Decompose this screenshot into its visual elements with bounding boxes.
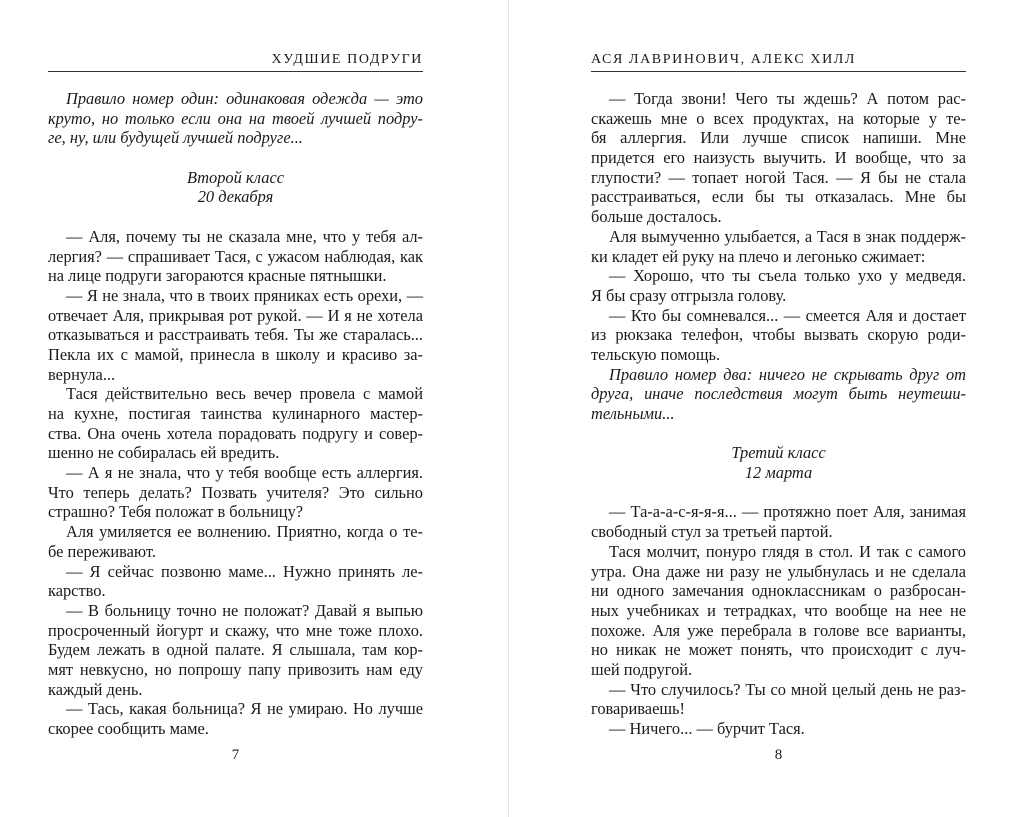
text-line: Я бы сразу отгрызла голову. [591,285,787,305]
text-line: похоже. Аля уже перебрала в голове все варианты, [591,620,966,640]
text-line: шей подругой. [591,659,693,679]
text-line: говариваешь! [591,699,685,719]
text-line: — Я сейчас позвоню маме... Нужно принять ле- [66,561,423,581]
text-line: ки кладет ей руку на плечо и легонько сжимает: [591,246,926,266]
text-line: — Кто бы сомневался... — смеется Аля и достает [609,305,966,325]
text-line: — Я не знала, что в твоих пряниках есть орехи, — [66,285,423,305]
text-line: тельскую помощь. [591,344,721,364]
text-line: из рюкзака телефон, чтобы вызвать скорую роди- [591,325,966,345]
text-line: — Аля, почему ты не сказала мне, что у тебя ал- [66,226,423,246]
text-line: скажешь мне о всех продуктах, на которые у те- [591,108,966,128]
text-line: отказываться и расстраивать тебя. Ты же старалась... [48,325,423,345]
text-line: карство. [48,581,106,601]
book-gutter [508,0,509,817]
running-head-left: ХУДШИЕ ПОДРУГИ [48,52,423,72]
text-line: глупости? — топает ногой Тася. — Я бы не стала [591,167,966,187]
text-line: — А я не знала, что у тебя вообще есть аллергия. [66,463,423,483]
text-line: каждый день. [48,679,143,699]
text-line: — Тась, какая больница? Я не умираю. Но лучше [66,699,423,719]
right-page-text [591,89,966,739]
page-number-left: 7 [231,747,240,763]
text-line: Тася молчит, понуро глядя в стол. И так с самого [609,541,966,561]
text-line: больше досталось. [591,207,722,227]
text-line: придется его наизусть выучить. И вообще, что за [591,148,966,168]
running-head-right: АСЯ ЛАВРИНОВИЧ, АЛЕКС ХИЛЛ [591,52,966,72]
text-line: ни одного замечания одноклассникам о разбросан- [591,581,966,601]
blank-line [48,207,423,227]
text-line: — Ничего... — бурчит Тася. [609,719,805,738]
text-line: страшно? Тебя положат в больницу? [48,502,304,522]
text-line: Тася действительно весь вечер провела с мамой [66,384,423,404]
text-line: Второй класс [186,167,285,187]
text-line: Будем лежать в одной палате. Я слышала, там кор- [48,640,423,660]
text-line: мят невкусно, но попрошу папу привозить нам еду [48,659,423,679]
text-line: Правило номер один: одинаковая одежда — это [66,89,423,108]
text-line: ства. Она очень хотела порадовать подругу и совер- [48,423,423,443]
right-page [591,0,966,817]
text-line: Что теперь делать? Позвать учителя? Это сильно [48,482,423,502]
text-line: Третий класс [731,443,826,463]
text-line: бе переживают. [48,541,156,561]
text-line: бя аллергия. Или лучше список напиши. Мне [591,128,966,148]
text-line: утра. Она даже ни разу не улыбнулась и не сделала [591,561,966,581]
text-line: Правило номер два: ничего не скрывать друг от [609,364,966,384]
text-line: — Та-а-а-с-я-я-я... — протяжно поет Аля, занимая [609,502,966,522]
blank-line [591,483,966,503]
text-line: на лице подруги загораются красные пятнышки. [48,266,387,286]
text-line: тельными... [591,404,675,423]
blank-line [48,148,423,168]
text-line: друга, иначе последствия могут быть неутеши- [591,384,966,404]
text-line: — Что случилось? Ты со мной целый день не раз- [609,679,966,699]
text-line: ге, ну, или будущей лучшей подруге... [48,128,303,148]
text-line: отвечает Аля, прикрывая рот рукой. — И я не хотела [48,305,423,325]
text-line: на кухне, постигая таинства кулинарного мастер- [48,404,423,423]
text-line: свободный стул за третьей партой. [591,522,833,542]
left-page [48,0,423,817]
text-line: ных учебниках и тетрадках, что вообще на нее не [591,600,966,620]
text-line: Пекла их с мамой, принесла в школу и красиво за- [48,344,423,364]
text-line: расстраиваться, если бы ты отказалась. Мне бы [591,187,966,207]
text-line: Аля вымученно улыбается, а Тася в знак поддерж- [609,226,966,246]
text-line: 12 марта [744,463,813,483]
text-line: 20 декабря [197,187,274,207]
text-line: круто, но только если она на твоей лучшей подру- [48,108,423,128]
text-line: просроченный йогурт и скажу, что мне тоже плохо. [48,620,423,640]
text-line: скорее сообщить маме. [48,719,209,738]
text-line: лергия? — спрашивает Тася, с ужасом наблюдая, как [48,246,423,266]
text-line: — Хорошо, что ты съела только ухо у медведя. [609,266,966,286]
left-page-text [48,89,423,739]
text-line: — В больницу точно не положат? Давай я выпью [66,600,423,620]
page-number-right: 8 [774,747,783,763]
blank-line [591,424,966,444]
text-line: Аля умиляется ее волнению. Приятно, когда о те- [66,522,423,542]
text-line: шенно не собиралась ей вредить. [48,443,280,463]
text-line: вернула... [48,364,116,384]
text-line: но никак не может понять, что происходит с луч- [591,640,966,660]
text-line: — Тогда звони! Чего ты ждешь? А потом рас- [609,89,966,108]
